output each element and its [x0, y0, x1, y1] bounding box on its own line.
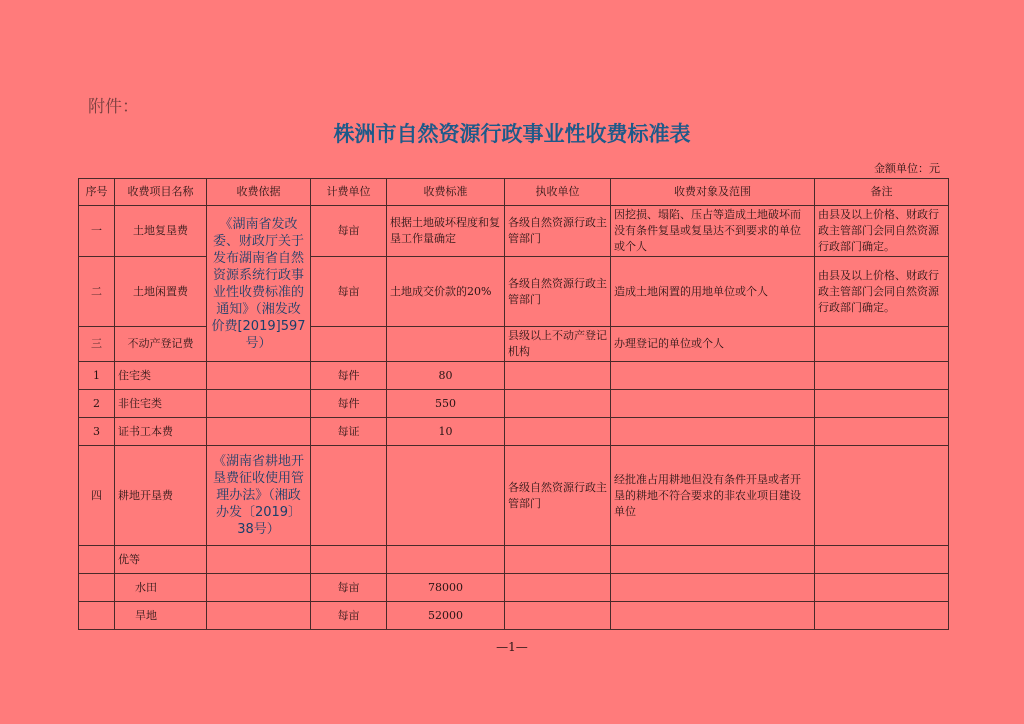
row-number: [79, 546, 115, 574]
item-name: 土地复垦费: [115, 206, 207, 257]
table-row: [79, 602, 949, 630]
item-name: 优等: [115, 546, 207, 574]
fee-basis: [207, 362, 311, 390]
billing-unit: 每亩: [311, 206, 387, 257]
fee-standard: 10: [387, 418, 505, 446]
table-row: [79, 418, 949, 446]
collector: 各级自然资源行政主管部门: [505, 446, 611, 546]
remark: [815, 418, 949, 446]
scope: [611, 574, 815, 602]
table-row: [79, 446, 949, 546]
fee-standard: [387, 546, 505, 574]
fee-basis: [207, 602, 311, 630]
row-number: 3: [79, 418, 115, 446]
remark: [815, 327, 949, 362]
page-title: 株洲市自然资源行政事业性收费标准表: [333, 122, 691, 146]
table-header-row: [79, 179, 949, 206]
remark: 由县及以上价格、财政行政主管部门会同自然资源行政部门确定。: [815, 257, 949, 327]
collector: [505, 602, 611, 630]
collector: 各级自然资源行政主管部门: [505, 206, 611, 257]
header-cell: 序号: [79, 179, 115, 206]
fee-basis: [207, 418, 311, 446]
scope: [611, 390, 815, 418]
remark: [815, 546, 949, 574]
scope: 经批准占用耕地但没有条件开垦或者开垦的耕地不符合要求的非农业项目建设单位: [611, 446, 815, 546]
item-name: 土地闲置费: [115, 257, 207, 327]
header-cell: 收费依据: [207, 179, 311, 206]
remark: [815, 362, 949, 390]
collector: [505, 362, 611, 390]
collector: [505, 574, 611, 602]
header-cell: 收费项目名称: [115, 179, 207, 206]
table-row: [79, 390, 949, 418]
scope: 因挖损、塌陷、压占等造成土地破坏而没有条件复垦或复垦达不到要求的单位或个人: [611, 206, 815, 257]
collector: 各级自然资源行政主管部门: [505, 257, 611, 327]
row-number: 2: [79, 390, 115, 418]
table-row: [79, 574, 949, 602]
fee-standard: 52000: [387, 602, 505, 630]
row-number: [79, 602, 115, 630]
header-cell: 执收单位: [505, 179, 611, 206]
header-cell: 备注: [815, 179, 949, 206]
scope: [611, 418, 815, 446]
billing-unit: 每亩: [311, 257, 387, 327]
scope: [611, 546, 815, 574]
item-name: 不动产登记费: [115, 327, 207, 362]
item-name: 水田: [115, 574, 207, 602]
collector: [505, 390, 611, 418]
collector: [505, 546, 611, 574]
header-cell: 收费标准: [387, 179, 505, 206]
fee-basis: 《湖南省耕地开垦费征收使用管理办法》（湘政办发〔2019〕38号）: [207, 446, 311, 546]
fee-basis: 《湖南省发改委、财政厅关于发布湖南省自然资源系统行政事业性收费标准的通知》（湘发改价费[2019]597号）: [207, 206, 311, 362]
item-name: 耕地开垦费: [115, 446, 207, 546]
row-number: 一: [79, 206, 115, 257]
billing-unit: 每件: [311, 390, 387, 418]
remark: [815, 390, 949, 418]
billing-unit: 每亩: [311, 574, 387, 602]
table-row: [79, 206, 949, 257]
fee-table: [78, 178, 949, 630]
remark: [815, 446, 949, 546]
billing-unit: [311, 446, 387, 546]
item-name: 旱地: [115, 602, 207, 630]
row-number: 三: [79, 327, 115, 362]
billing-unit: 每亩: [311, 602, 387, 630]
row-number: [79, 574, 115, 602]
scope: 造成土地闲置的用地单位或个人: [611, 257, 815, 327]
unit-note: 金额单位：元: [874, 162, 940, 175]
fee-standard: 根据土地破坏程度和复垦工作量确定: [387, 206, 505, 257]
billing-unit: 每证: [311, 418, 387, 446]
collector: [505, 418, 611, 446]
fee-standard: 78000: [387, 574, 505, 602]
fee-standard: [387, 446, 505, 546]
item-name: 证书工本费: [115, 418, 207, 446]
attachment-label: 附件：: [88, 97, 139, 117]
remark: 由县及以上价格、财政行政主管部门会同自然资源行政部门确定。: [815, 206, 949, 257]
billing-unit: [311, 546, 387, 574]
collector: 县级以上不动产登记机构: [505, 327, 611, 362]
fee-standard: 550: [387, 390, 505, 418]
fee-basis: [207, 546, 311, 574]
fee-standard: 土地成交价款的20%: [387, 257, 505, 327]
billing-unit: [311, 327, 387, 362]
item-name: 住宅类: [115, 362, 207, 390]
table-row: [79, 546, 949, 574]
header-cell: 收费对象及范围: [611, 179, 815, 206]
header-cell: 计费单位: [311, 179, 387, 206]
fee-standard: 80: [387, 362, 505, 390]
scope: [611, 362, 815, 390]
fee-basis: [207, 574, 311, 602]
row-number: 四: [79, 446, 115, 546]
row-number: 1: [79, 362, 115, 390]
billing-unit: 每件: [311, 362, 387, 390]
fee-basis: [207, 390, 311, 418]
item-name: 非住宅类: [115, 390, 207, 418]
scope: [611, 602, 815, 630]
remark: [815, 602, 949, 630]
page-number: —1—: [496, 640, 528, 654]
table-row: [79, 362, 949, 390]
fee-standard: [387, 327, 505, 362]
remark: [815, 574, 949, 602]
row-number: 二: [79, 257, 115, 327]
scope: 办理登记的单位或个人: [611, 327, 815, 362]
